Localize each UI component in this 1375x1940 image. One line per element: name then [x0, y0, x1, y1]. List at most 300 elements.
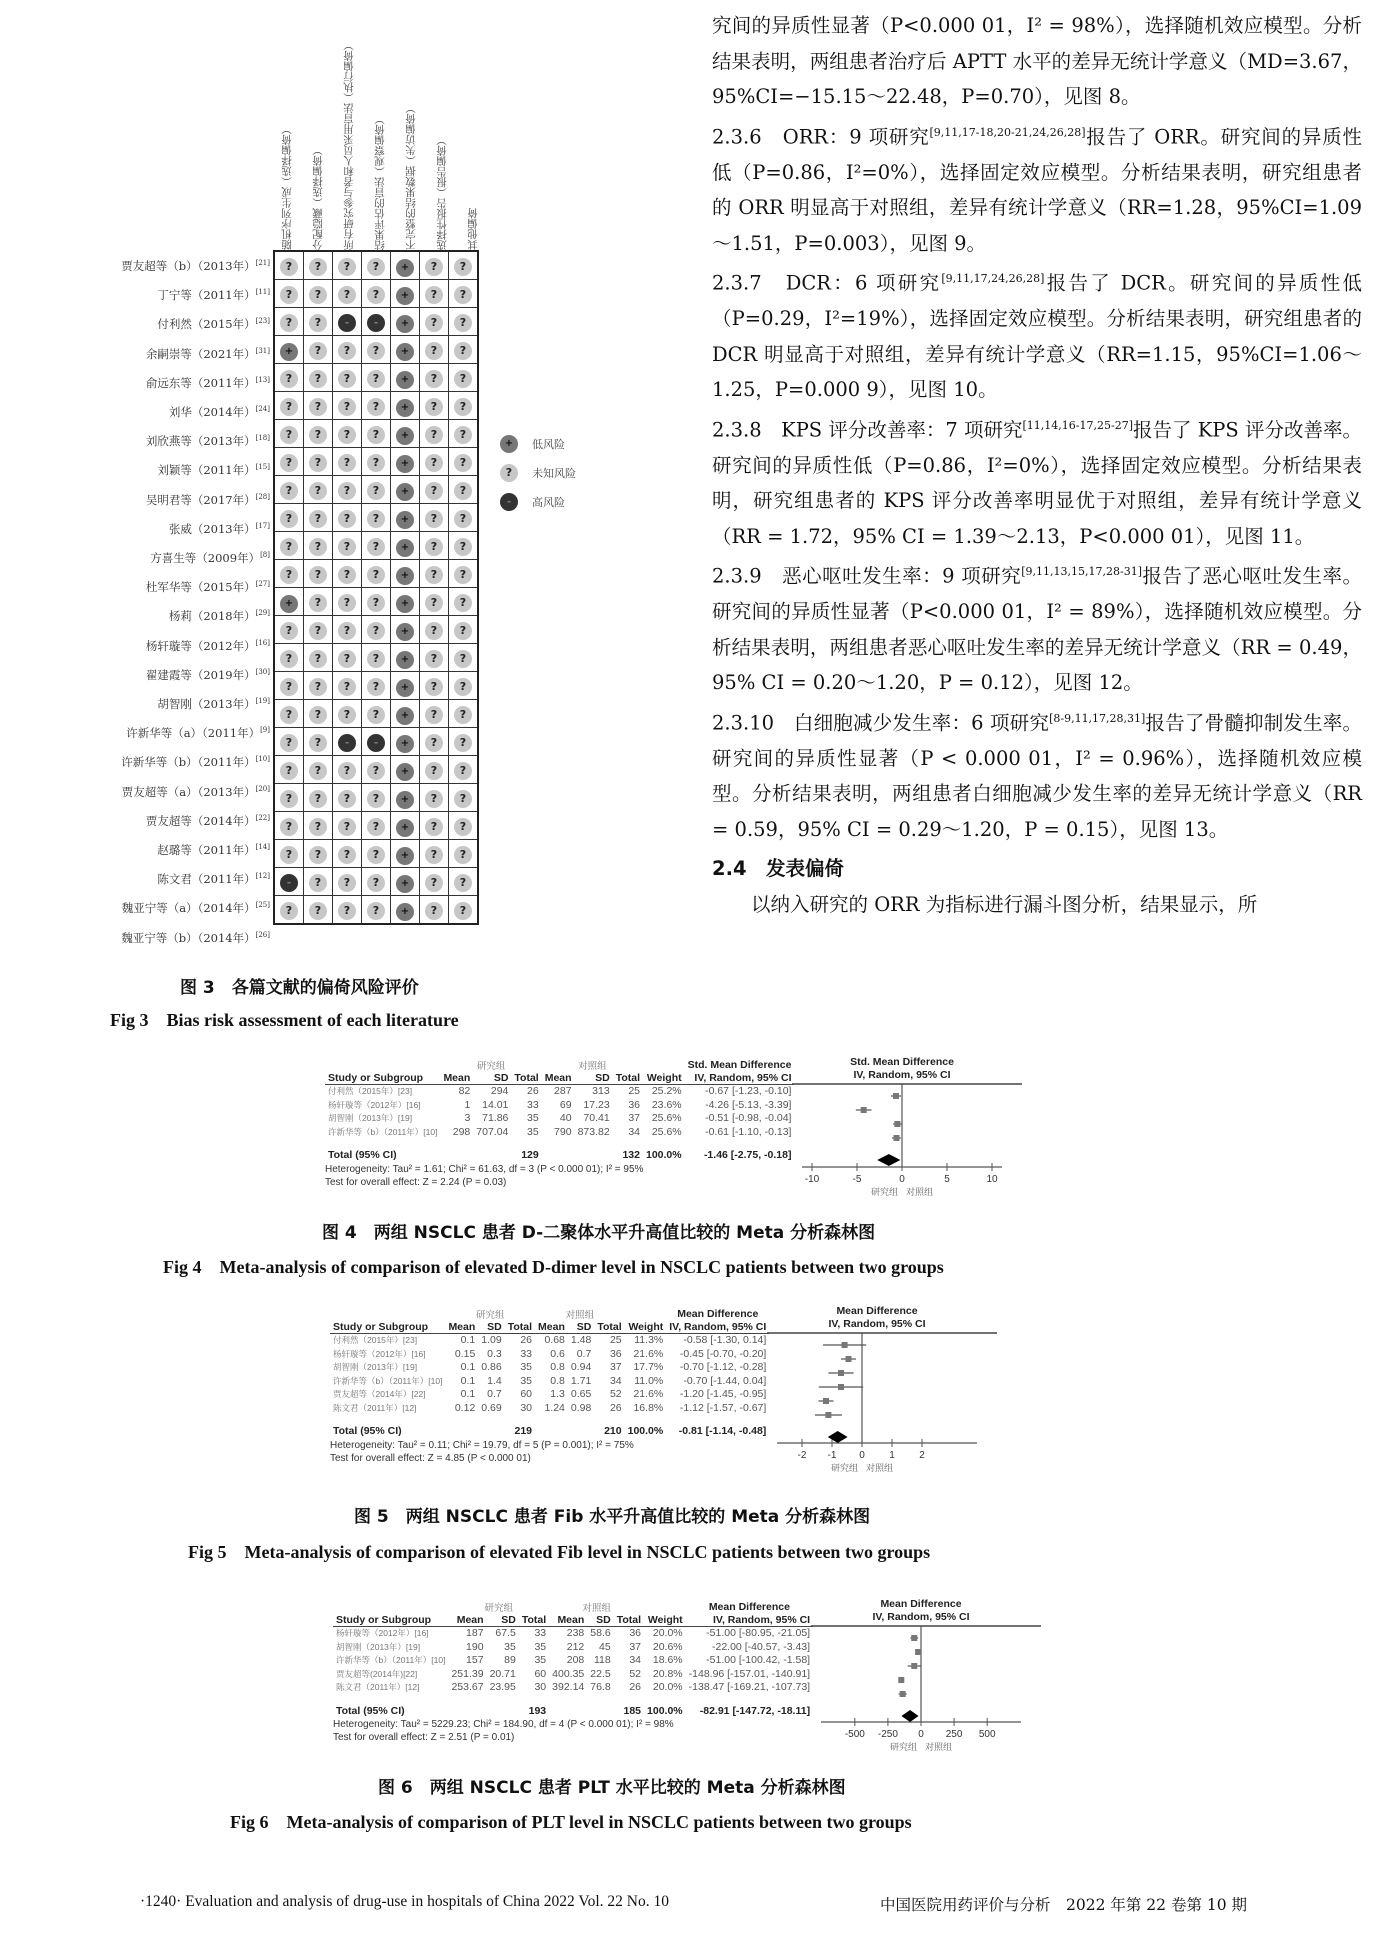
total-row [325, 1139, 794, 1163]
unknown-risk-icon: ? [425, 706, 443, 724]
column-header: SD [478, 1321, 504, 1334]
rob-cell [362, 392, 391, 420]
low-risk-icon: + [280, 595, 298, 613]
rob-cell [449, 504, 479, 532]
rob-cell [333, 336, 362, 364]
column-header: Study or Subgroup [330, 1321, 445, 1334]
rob-study-label [122, 784, 270, 800]
citation: [11,14,16-17,25-27] [1022, 418, 1134, 432]
total-ci: -1.46 [-2.75, -0.18] [703, 1149, 792, 1161]
unknown-risk-icon: ? [454, 426, 472, 444]
rob-cell [420, 420, 449, 448]
cell-m1: 0.1 [460, 1361, 476, 1373]
group-header-row [325, 1058, 794, 1072]
point-estimate [861, 1107, 867, 1113]
point-estimate [911, 1635, 917, 1641]
cell-sd2: 0.65 [570, 1388, 592, 1400]
group-label-study: 研究组 [476, 1061, 506, 1072]
fig5-caption-en: Fig 5 Meta-analysis of comparison of elevated Fib level in NSCLC patients between two groups [188, 1542, 931, 1562]
unknown-risk-icon: ? [367, 874, 385, 892]
cell-ci: -138.47 [-169.21, -107.73] [688, 1681, 811, 1693]
unknown-risk-icon: ? [454, 398, 472, 416]
rob-study-label [121, 930, 270, 946]
cell-weight: 20.0% [652, 1627, 683, 1639]
rob-cell [391, 672, 420, 700]
cell-weight: 23.6% [651, 1098, 682, 1111]
cell-sd2: 0.94 [570, 1361, 592, 1373]
heterogeneity-text: Heterogeneity: Tau² = 5229.23; Chi² = 184.90, df = 4 (P < 0.000 01); I² = 98% [333, 1719, 674, 1730]
cell-sd2: 22.5 [590, 1667, 611, 1680]
cell-ci: -0.61 [-1.10, -0.13] [705, 1125, 792, 1138]
rob-cell [391, 588, 420, 616]
cell-n1: 60 [534, 1667, 547, 1680]
rob-column-header: 随机序列生成（选择偏倚） [281, 124, 293, 250]
low-risk-icon: + [396, 511, 414, 529]
cell-m1: 0.12 [454, 1401, 476, 1414]
cell-m1: 253.67 [451, 1681, 484, 1693]
unknown-risk-icon: ? [309, 398, 327, 416]
rob-cell [449, 476, 479, 504]
forest-plot-panel [802, 1056, 1002, 1209]
unknown-risk-icon: ? [454, 454, 472, 472]
rob-cell [362, 504, 391, 532]
x-label-study-group: 研究组 [830, 1463, 858, 1473]
unknown-risk-icon: ? [425, 762, 443, 780]
cell-sd1: 35 [504, 1640, 516, 1653]
rob-cell [274, 672, 304, 700]
rob-row [274, 868, 478, 896]
forest-plot-fig4 [325, 1058, 1045, 1203]
rob-cell [362, 812, 391, 840]
rob-cell [449, 364, 479, 392]
cell-n2: 25 [609, 1334, 622, 1346]
unknown-risk-icon: ? [338, 482, 356, 500]
rob-study-label [146, 638, 270, 654]
rob-column-header: 选择性报告（报告偏倚） [436, 134, 448, 250]
rob-cell [449, 756, 479, 784]
unknown-risk-icon: ? [280, 762, 298, 780]
rob-cell [391, 728, 420, 756]
plot-title: Mean Difference [836, 1305, 918, 1317]
unknown-risk-icon: ? [367, 426, 385, 444]
cell-n2: 34 [629, 1654, 642, 1666]
unknown-risk-icon: ? [338, 370, 356, 388]
rob-cell [420, 784, 449, 812]
study-name: 杨轩璇等（2012年） [145, 638, 256, 653]
study-ref: [13] [255, 375, 270, 384]
rob-cell [391, 868, 420, 896]
cell-ci: -0.51 [-0.98, -0.04] [705, 1112, 792, 1124]
column-header: SD [587, 1614, 613, 1627]
x-tick-label: 1 [889, 1450, 895, 1461]
study-ref: [21] [255, 259, 270, 268]
column-header-row [330, 1321, 769, 1334]
forest-plot-panel [777, 1305, 977, 1485]
cell-sd1: 0.69 [481, 1401, 502, 1414]
unknown-risk-icon: ? [309, 454, 327, 472]
low-risk-icon: + [396, 623, 414, 641]
rob-cell [333, 392, 362, 420]
unknown-risk-icon: ? [454, 902, 472, 920]
cell-sd2: 0.98 [570, 1401, 592, 1414]
fig6-caption-cn: 图 6 两组 NSCLC 患者 PLT 水平比较的 Meta 分析森林图 [378, 1778, 846, 1798]
unknown-risk-icon: ? [500, 464, 518, 482]
cell-weight: 17.7% [633, 1361, 664, 1373]
unknown-risk-icon: ? [338, 622, 356, 640]
unknown-risk-icon: ? [454, 874, 472, 892]
cell-n2: 52 [629, 1667, 642, 1680]
x-label-control-group: 对照组 [906, 1187, 934, 1197]
study-ref: [19] [255, 697, 270, 706]
cell-sd2: 45 [599, 1640, 611, 1653]
rob-cell [304, 812, 333, 840]
citation: [9,11,17,24,26,28] [941, 272, 1045, 285]
cell-n1: 35 [520, 1374, 533, 1387]
rob-cell [304, 672, 333, 700]
forest-plot-fig6 [333, 1600, 1053, 1760]
unknown-risk-icon: ? [309, 650, 327, 668]
total-weight: 100.0% [646, 1149, 682, 1161]
unknown-risk-icon: ? [454, 342, 472, 360]
study-name: 陈文君（2011年）[12] [336, 1682, 420, 1692]
cell-m1: 3 [464, 1112, 471, 1124]
pooled-estimate-diamond [877, 1154, 900, 1166]
cell-sd1: 707.04 [476, 1125, 509, 1138]
rob-cell [362, 672, 391, 700]
rob-row [274, 700, 478, 728]
cell-n1: 30 [520, 1401, 533, 1414]
cell-n2: 34 [609, 1374, 622, 1387]
paragraph-section [712, 115, 1362, 262]
study-name: 胡智刚（2013年）[19] [328, 1113, 413, 1123]
rob-cell [274, 251, 304, 280]
study-row [325, 1085, 794, 1099]
point-estimate [898, 1677, 904, 1683]
x-tick-label: -10 [804, 1174, 820, 1185]
footer-journal-en: ·1240· Evaluation and analysis of drug-use in hospitals of China 2022 Vol. 22 No. 10 [140, 1893, 669, 1910]
unknown-risk-icon: ? [454, 370, 472, 388]
rob-cell [362, 448, 391, 476]
rob-cell [333, 672, 362, 700]
rob-cell [304, 728, 333, 756]
column-header: Total [511, 1072, 541, 1085]
point-estimate [911, 1663, 917, 1669]
cell-n1: 35 [520, 1361, 533, 1373]
rob-cell [304, 700, 333, 728]
body-text-column [712, 8, 1362, 922]
unknown-risk-icon: ? [367, 846, 385, 864]
unknown-risk-icon: ? [309, 902, 327, 920]
column-header: SD [568, 1321, 594, 1334]
cell-m2: 0.6 [550, 1347, 565, 1360]
unknown-risk-icon: ? [367, 706, 385, 724]
unknown-risk-icon: ? [309, 510, 327, 528]
study-ref: [27] [255, 580, 270, 589]
column-header: Mean [549, 1614, 587, 1627]
rob-study-label [157, 287, 270, 303]
forest-plot-panel [821, 1598, 1021, 1764]
low-risk-icon: + [396, 819, 414, 837]
rob-cell [420, 448, 449, 476]
study-name: 刘华（2014年） [168, 405, 256, 419]
heterogeneity-text: Heterogeneity: Tau² = 1.61; Chi² = 61.63, df = 3 (P < 0.000 01); I² = 95% [325, 1163, 644, 1175]
unknown-risk-icon: ? [309, 538, 327, 556]
high-risk-icon: - [367, 734, 385, 752]
total-row [330, 1415, 769, 1439]
rob-cell [391, 504, 420, 532]
section-number: 2.3.10 白细胞减少发生率： [712, 711, 972, 734]
paragraph-lead: 7 项研究 [945, 418, 1023, 441]
rob-cell [449, 560, 479, 588]
paragraph-body: 报告了 DCR。研究间的异质性低（P=0.29，I²=19%），选择固定效应模型。分析结果表明，研究组患者的 DCR 明显高于对照组，差异有统计学意义（RR=1.15，95%CI=1.06～1.25，P=0.000 9），见图 10。 [712, 271, 1362, 401]
rob-cell [420, 840, 449, 868]
cell-m2: 208 [566, 1654, 585, 1666]
cell-sd2: 1.71 [570, 1374, 592, 1387]
point-estimate [842, 1342, 848, 1348]
point-estimate [823, 1398, 829, 1404]
paragraph-body: 报告了 KPS 评分改善率。研究间的异质性低（P=0.86，I²=0%），选择固定效应模型。分析结果表明，研究组患者的 KPS 评分改善率明显优于对照组，差异有统计学意义（RR = 1.72，95% CI = 1.39～2.13，P<0.000 01），见图 11。 [712, 418, 1362, 548]
rob-cell [304, 616, 333, 644]
pooled-estimate-diamond [828, 1431, 848, 1443]
unknown-risk-icon: ? [454, 510, 472, 528]
paragraph-section [712, 701, 1362, 848]
unknown-risk-icon: ? [454, 482, 472, 500]
unknown-risk-icon: ? [338, 286, 356, 304]
rob-study-label [157, 462, 270, 478]
cell-n2: 26 [609, 1401, 622, 1414]
cell-ci: -0.70 [-1.12, -0.28] [679, 1361, 767, 1373]
fig4-caption-en: Fig 4 Meta-analysis of comparison of elevated D-dimer level in NSCLC patients between two groups [163, 1257, 944, 1277]
total-n2: 185 [623, 1704, 642, 1717]
study-name: 付利然（2015年）[23] [333, 1335, 418, 1345]
rob-cell [420, 308, 449, 336]
unknown-risk-icon: ? [338, 594, 356, 612]
unknown-risk-icon: ? [425, 818, 443, 836]
cell-weight: 25.6% [651, 1112, 682, 1124]
study-name: 吴明君等（2017年） [145, 492, 256, 507]
rob-cell [274, 840, 304, 868]
study-row [330, 1402, 769, 1416]
rob-study-label [146, 433, 270, 449]
overall-effect-text: Test for overall effect: Z = 4.85 (P < 0.000 01) [330, 1452, 531, 1464]
unknown-risk-icon: ? [367, 566, 385, 584]
study-name: 付利然（2015年） [157, 317, 256, 332]
rob-cell [362, 784, 391, 812]
cell-n1: 33 [527, 1098, 539, 1111]
unknown-risk-icon: ? [280, 258, 298, 276]
study-name: 魏亚宁等（a）（2014年） [121, 901, 256, 916]
column-header: Total [594, 1321, 624, 1334]
column-header: Total [614, 1614, 644, 1627]
x-label-control-group: 对照组 [925, 1742, 953, 1752]
rob-cell [391, 448, 420, 476]
rob-cell [333, 728, 362, 756]
study-name: 刘颖等（2011年） [157, 463, 256, 478]
legend-label: 低风险 [532, 438, 565, 451]
rob-cell [449, 251, 479, 280]
study-name: 杨轩璇等（2012年）[16] [328, 1099, 421, 1110]
study-name: 许新华等（a）（2011年） [126, 726, 261, 741]
rob-row [274, 364, 478, 392]
rob-cell [449, 280, 479, 308]
unknown-risk-icon: ? [309, 874, 327, 892]
column-header: Study or Subgroup [333, 1614, 448, 1627]
rob-cell [449, 588, 479, 616]
rob-cell [449, 784, 479, 812]
cell-weight: 20.6% [652, 1640, 683, 1653]
unknown-risk-icon: ? [454, 650, 472, 668]
point-estimate [838, 1384, 844, 1390]
unknown-risk-icon: ? [367, 622, 385, 640]
rob-cell [333, 644, 362, 672]
cell-weight: 25.6% [651, 1125, 682, 1138]
section-number: 2.3.9 恶心呕吐发生率： [712, 564, 943, 588]
unknown-risk-icon: ? [309, 370, 327, 388]
rob-cell [449, 308, 479, 336]
unknown-risk-icon: ? [425, 874, 443, 892]
point-estimate [846, 1356, 852, 1362]
group-header-row [330, 1307, 769, 1321]
rob-cell [333, 700, 362, 728]
rob-cell [274, 784, 304, 812]
rob-cell [304, 476, 333, 504]
forest-table [325, 1058, 794, 1163]
rob-cell [333, 812, 362, 840]
unknown-risk-icon: ? [309, 482, 327, 500]
unknown-risk-icon: ? [454, 258, 472, 276]
paragraph-body: 报告了 ORR。研究间的异质性低（P=0.86，I²=0%），选择固定效应模型。分析结果表明，研究组患者的 ORR 明显高于对照组，差异有统计学意义（RR=1.28，95%CI=1.09～1.51，P=0.003），见图 9。 [712, 125, 1362, 255]
cell-sd1: 294 [490, 1085, 509, 1097]
rob-row [274, 812, 478, 840]
unknown-risk-icon: ? [367, 538, 385, 556]
column-header: IV, Random, 95% CI [666, 1321, 769, 1334]
low-risk-icon: + [396, 679, 414, 697]
cell-weight: 21.6% [633, 1347, 664, 1360]
rob-cell [274, 700, 304, 728]
rob-cell [420, 392, 449, 420]
unknown-risk-icon: ? [367, 454, 385, 472]
study-ref: [30] [255, 667, 270, 676]
rob-cell [449, 616, 479, 644]
unknown-risk-icon: ? [367, 258, 385, 276]
rob-study-label [169, 608, 270, 624]
rob-cell [274, 868, 304, 896]
unknown-risk-icon: ? [338, 846, 356, 864]
study-row [325, 1112, 794, 1126]
unknown-risk-icon: ? [338, 818, 356, 836]
column-header: Study or Subgroup [325, 1072, 440, 1085]
unknown-risk-icon: ? [425, 258, 443, 276]
unknown-risk-icon: ? [309, 314, 327, 332]
total-label: Total (95% CI) [336, 1704, 405, 1717]
unknown-risk-icon: ? [454, 762, 472, 780]
rob-column-header: 不完整的结果数据（失访偏倚） [405, 103, 417, 250]
unknown-risk-icon: ? [367, 594, 385, 612]
column-header: Weight [644, 1614, 686, 1627]
rob-row [274, 392, 478, 420]
unknown-risk-icon: ? [367, 510, 385, 528]
rob-cell [304, 840, 333, 868]
study-name: 胡智刚（2013年） [157, 697, 256, 711]
rob-cell [362, 644, 391, 672]
group-label-study: 研究组 [484, 1603, 514, 1614]
rob-cell [362, 840, 391, 868]
cell-sd2: 1.48 [570, 1334, 592, 1346]
legend-item [500, 435, 565, 453]
unknown-risk-icon: ? [280, 454, 298, 472]
cell-m1: 187 [466, 1627, 484, 1639]
cell-m1: 0.1 [460, 1334, 476, 1346]
rob-cell [391, 840, 420, 868]
cell-n1: 26 [527, 1085, 539, 1097]
cell-m2: 790 [554, 1125, 572, 1138]
rob-study-label [146, 346, 270, 362]
cell-sd2: 76.8 [590, 1681, 611, 1693]
rob-study-label [146, 375, 270, 391]
rob-cell [304, 364, 333, 392]
cell-m2: 400.35 [552, 1667, 585, 1680]
column-header: IV, Random, 95% CI [685, 1072, 795, 1085]
cell-n1: 33 [534, 1627, 547, 1639]
cell-m2: 0.8 [550, 1374, 565, 1387]
rob-cell [362, 560, 391, 588]
rob-row [274, 560, 478, 588]
rob-row [274, 280, 478, 308]
study-name: 贾友超等（b）（2013年） [121, 259, 256, 273]
unknown-risk-icon: ? [338, 566, 356, 584]
unknown-risk-icon: ? [425, 650, 443, 668]
column-header: Mean [448, 1614, 486, 1627]
rob-cell [304, 588, 333, 616]
cell-m1: 251.39 [451, 1667, 484, 1680]
x-label-control-group: 对照组 [866, 1463, 894, 1473]
unknown-risk-icon: ? [280, 818, 298, 836]
x-tick-label: -250 [877, 1729, 898, 1740]
cell-n1: 30 [534, 1681, 547, 1693]
unknown-risk-icon: ? [454, 790, 472, 808]
study-ref: [18] [255, 434, 270, 443]
rob-column-header: 结果评估的盲法（观察偏倚） [374, 113, 386, 250]
study-name: 许新华等（b）（2011年） [121, 755, 256, 770]
unknown-risk-icon: ? [280, 622, 298, 640]
rob-cell [362, 728, 391, 756]
study-name: 翟建霞等（2019年） [145, 667, 256, 682]
column-header: SD [487, 1614, 519, 1627]
rob-cell [391, 756, 420, 784]
study-row [330, 1361, 769, 1375]
rob-cell [333, 504, 362, 532]
low-risk-icon: + [396, 343, 414, 361]
rob-cell [449, 672, 479, 700]
legend-label: 高风险 [532, 496, 565, 509]
cell-m2: 212 [566, 1640, 585, 1653]
unknown-risk-icon: ? [425, 734, 443, 752]
cell-sd2: 873.82 [577, 1125, 610, 1138]
rob-cell [391, 420, 420, 448]
unknown-risk-icon: ? [280, 846, 298, 864]
cell-sd1: 67.5 [495, 1627, 516, 1639]
study-ref: [20] [255, 784, 270, 793]
fig5-caption-cn: 图 5 两组 NSCLC 患者 Fib 水平升高值比较的 Meta 分析森林图 [354, 1507, 871, 1527]
rob-cell [274, 448, 304, 476]
study-ref: [23] [255, 317, 270, 326]
study-row [333, 1654, 813, 1668]
unknown-risk-icon: ? [367, 370, 385, 388]
cell-n1: 35 [527, 1125, 539, 1138]
study-row [325, 1099, 794, 1113]
effect-title: Std. Mean Difference [687, 1059, 792, 1071]
rob-row [274, 251, 478, 280]
